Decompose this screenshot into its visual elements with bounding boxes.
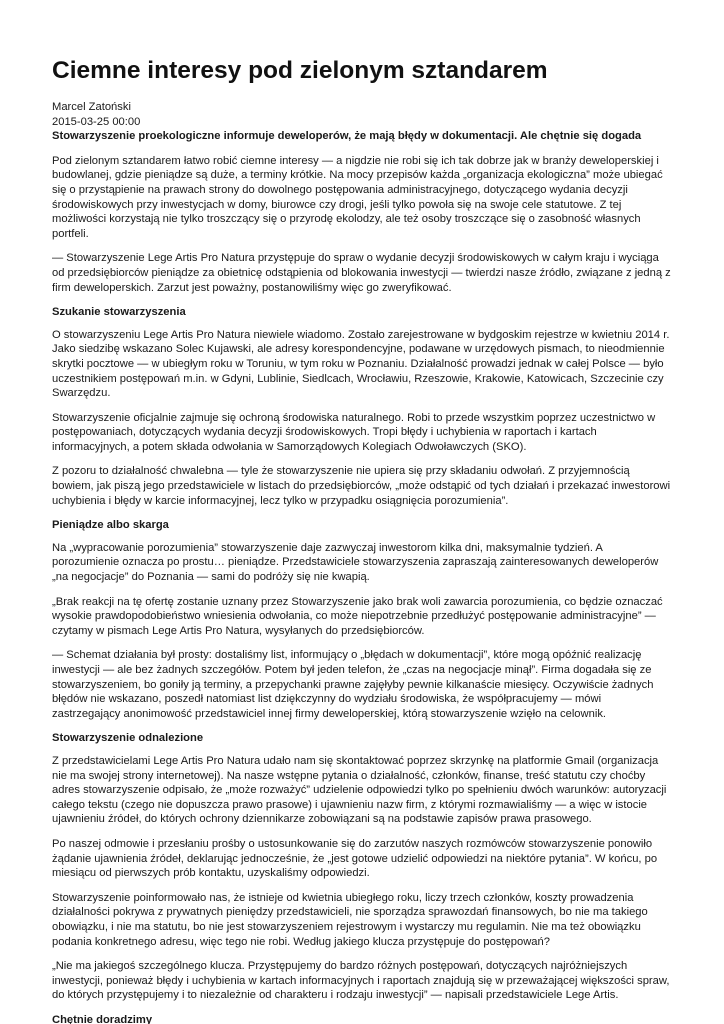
paragraph: — Stowarzyszenie Lege Artis Pro Natura przystępuje do spraw o wydanie decyzji środowiskowych w całym kraju i wyciąga od przedsiębiorców pieniądze za obietnicę odstąpienia od blokowania inwestycji — twierdzi nasze źródło, związane z jedną z firm deweloperskich. Zarzut jest poważny, postanowiliśmy więc go zweryfikować.	[52, 252, 671, 294]
article-intro	[52, 154, 672, 295]
paragraph: Z przedstawicielami Lege Artis Pro Natura udało nam się skontaktować poprzez skrzynkę na platformie Gmail (organizacja nie ma swojej strony internetowej). Na nasze wstępne pytania o działalność, członków, finanse, treść statutu czy choćby adres stowarzyszenie odpisało, że „może rozważyć” udzielenie odpowiedzi tylko po spełnieniu dwóch warunków: autoryzacji całego tekstu (czego nie dopuszcza prawo prasowe) i ujawnieniu nazw firm, z którymi rozmawialiśmy — a więc w istocie ujawnieniu źródeł, do których ochrony dziennikarze zobowiązani są na podstawie zapisów prawa prasowego.	[52, 754, 667, 826]
paragraph: O stowarzyszeniu Lege Artis Pro Natura niewiele wiadomo. Zostało zarejestrowane w bydgoskim rejestrze w kwietniu 2014 r. Jako siedzibę wskazano Solec Kujawski, ale adresy korespondencyjne, podawane w urzędowych pismach, to nieodmiennie skrytki pocztowe — w ubiegłym roku w Toruniu, w tym roku w Poznaniu. Działalność prowadzi jednak w całej Polsce — było uczestnikiem postępowań m.in. w Gdyni, Lublinie, Siedlcach, Wrocławiu, Rzeszowie, Krakowie, Katowicach, Szczecinie czy Swarzędzu.	[52, 328, 670, 400]
paragraph: Na „wypracowanie porozumienia” stowarzyszenie daje zazwyczaj inwestorom kilka dni, maksymalnie tydzień. A porozumienie oznacza po prostu… pieniądze. Przedstawiciele stowarzyszenia zapraszają zainteresowanych deweloperów „na negocjacje” do Poznania — sami do podróży się nie kwapią.	[52, 541, 659, 584]
paragraph: Z pozoru to działalność chwalebna — tyle że stowarzyszenie nie upiera się przy składaniu odwołań. Z przyjemnością bowiem, jak piszą jego przedstawiciele w listach do przedsiębiorców, „może odstąpić od tych działań i przekazać inwestorowi uchybienia i błędy w karcie informacyjnej, lecz tylko w przypadku osiągnięcia porozumienia”.	[52, 465, 671, 507]
section-odnalezione	[52, 731, 672, 1003]
paragraph: Po naszej odmowie i przesłaniu prośby o ustosunkowanie się do zarzutów naszych rozmówców stowarzyszenie ponowiło żądanie ujawnienia źródeł, deklarując jednocześnie, że „jest gotowe udzielić odpowiedzi na niektóre pytania”. W końcu, po miesiącu od pierwszych prób kontaktu, uzyskaliśmy odpowiedzi.	[52, 837, 658, 880]
article-date: 2015-03-25 00:00	[52, 115, 141, 128]
section-doradzimy	[52, 1013, 672, 1024]
paragraph: Stowarzyszenie poinformowało nas, że istnieje od kwietnia ubiegłego roku, liczy trzech członków, koszty prowadzenia działalności pokrywa z prywatnych pieniędzy przedstawicieli, nie sporządza sprawozdań finansowych, bo nie ma takiego obowiązku, i nie ma statutu, bo nie jest stowarzyszeniem rejestrowym i wystarczy mu regulamin. Nie ma też obowiązku podania konkretnego adresu, więc tego nie robi. Według jakiego klucza przystępuje do postępowań?	[52, 891, 648, 948]
article-author: Marcel Zatoński	[52, 101, 131, 113]
section-heading: Chętnie doradzimy	[52, 1013, 153, 1024]
paragraph: „Nie ma jakiegoś szczególnego klucza. Przystępujemy do bardzo różnych postępowań, dotyczących najróżniejszych inwestycji, ponieważ błędy i uchybienia w kartach informacyjnych i raportach znajdują się w przeważającej większości spraw, do których przystępujemy i to niezależnie od charakteru i rodzaju inwestycji” — napisali przedstawiciele Lege Artis.	[52, 960, 670, 1002]
section-szukanie	[52, 305, 672, 508]
paragraph: Stowarzyszenie oficjalnie zajmuje się ochroną środowiska naturalnego. Robi to przede wszystkim poprzez uczestnictwo w postępowaniach, dotyczących wydania decyzji środowiskowych. Tropi błędy i uchybienia w raportach i kartach informacyjnych, a potem składa odwołania w Samorządowych Kolegiach Odwoławczych (SKO).	[52, 411, 656, 453]
article-lead: Stowarzyszenie proekologiczne informuje deweloperów, że mają błędy w dokumentacji. Ale chętnie się dogada	[52, 130, 642, 143]
section-heading: Pieniądze albo skarga	[52, 519, 169, 532]
paragraph: — Schemat działania był prosty: dostaliśmy list, informujący o „błędach w dokumentacji”, które mogą opóźnić realizację inwestycji — ale bez żadnych szczegółów. Potem był jeden telefon, że „czas na negocjacje minął”. Firma dogadała się ze stowarzyszeniem, bo goniły ją terminy, a przepychanki prawne zajęłyby pewnie kilkanaście miesięcy. Oczywiście żadnych błędów nie wskazano, poszedł natomiast list dziękczynny do wydziału środowiska, że współpracujemy — mówi zastrzegający anonimowość przedstawiciel innej firmy deweloperskiej, którą stowarzyszenie wzięło na celownik.	[52, 649, 654, 720]
section-heading: Stowarzyszenie odnalezione	[52, 732, 204, 745]
section-heading: Szukanie stowarzyszenia	[52, 306, 186, 319]
paragraph: „Brak reakcji na tę ofertę zostanie uznany przez Stowarzyszenie jako brak woli zawarcia porozumienia, co będzie oznaczać wysokie prawdopodobieństwo wniesienia odwołania, co może niepotrzebnie przedłużyć postępowanie administracyjne” — czytamy w pismach Lege Artis Pro Natura, wysyłanych do przedsiębiorców.	[52, 595, 663, 637]
paragraph: Pod zielonym sztandarem łatwo robić ciemne interesy — a nigdzie nie robi się ich tak dobrze jak w branży deweloperskiej i budowlanej, gdzie pieniądze są duże, a terminy krótkie. Na mocy przepisów każda „organizacja ekologiczna” może ubiegać się o przystąpienie na prawach strony do dowolnego postępowania administracyjnego, dotyczącego wydania decyzji środowiskowych przy inwestycjach w domy, biurowce czy drogi, jeśli tylko powoła się na swoje cele statutowe. Z tej możliwości korzystają nie tylko troszczący się o przyrodę ekolodzy, ale też osoby troszczące się o zasobność własnych portfeli.	[52, 154, 663, 240]
article-title: Ciemne interesy pod zielonym sztandarem	[52, 57, 548, 84]
section-pieniadze	[52, 518, 672, 721]
